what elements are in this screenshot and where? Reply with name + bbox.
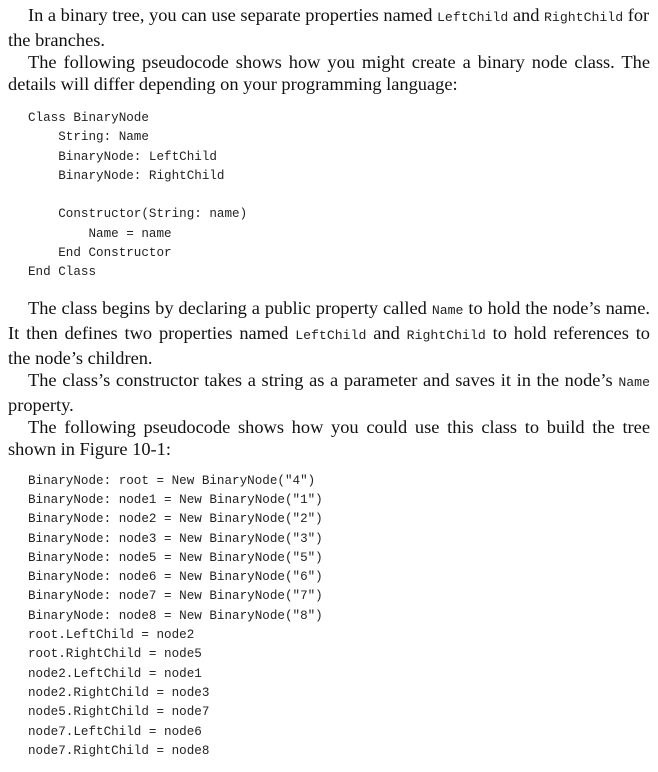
paragraph-text: and: [508, 5, 544, 25]
paragraph-text: to hold the node’s name. It then defines two properties named: [8, 297, 650, 343]
code-block-build-tree: BinaryNode: root = New BinaryNode("4") BinaryNode: node1 = New BinaryNode("1") BinaryNode: node2 = New BinaryNode("2") BinaryNode: node3 = New BinaryNode("3") BinaryNode: node5 = New BinaryNode("5") BinaryNode: node6 = New BinaryNode("6") BinaryNode: node7 = New BinaryNode("7") BinaryNode: node8 = New BinaryNode("8") root.LeftChild = node2 root.RightChild = node5 node2.LeftChild = node1 node2.RightChild = node3 node5.RightChild = node7 node7.LeftChild = node6 node7.RightChild = node8: [28, 473, 323, 758]
paragraph-text: The following pseudocode shows how you might create a binary node class. The details will differ depending on your programming language:: [8, 52, 650, 94]
inline-code-rightchild: RightChild: [406, 327, 486, 343]
paragraph-binary-tree-properties: [8, 4, 650, 51]
inline-code-rightchild: RightChild: [544, 10, 624, 25]
document-page: [8, 4, 650, 761]
inline-code-name: Name: [431, 302, 464, 318]
paragraph-pseudocode-intro: [8, 51, 650, 95]
code-block-binarynode-class: Class BinaryNode String: Name BinaryNode: LeftChild BinaryNode: RightChild Constructor(String: name) Name = name End Constructor End Class: [28, 111, 248, 280]
paragraph-constructor-description: [8, 369, 650, 416]
inline-code-name: Name: [618, 374, 650, 390]
paragraph-text: property.: [8, 394, 74, 415]
paragraph-text: to hold references to the node’s children.: [8, 322, 650, 368]
paragraph-text: and: [366, 322, 407, 343]
paragraph-text: The following pseudocode shows how you could use this class to build the tree shown in Figure 10-1:: [8, 416, 650, 459]
inline-code-leftchild: LeftChild: [295, 327, 367, 343]
paragraph-build-tree-intro: [8, 416, 650, 460]
paragraph-text: for the branches.: [8, 5, 650, 50]
paragraph-text: The class’s constructor takes a string as a parameter and saves it in the node’s: [28, 369, 619, 390]
inline-code-leftchild: LeftChild: [437, 10, 509, 25]
paragraph-class-description: [8, 297, 650, 369]
spacer: [8, 283, 650, 297]
paragraph-text: The class begins by declaring a public property called: [28, 297, 432, 318]
paragraph-text: In a binary tree, you can use separate properties named: [28, 5, 438, 25]
